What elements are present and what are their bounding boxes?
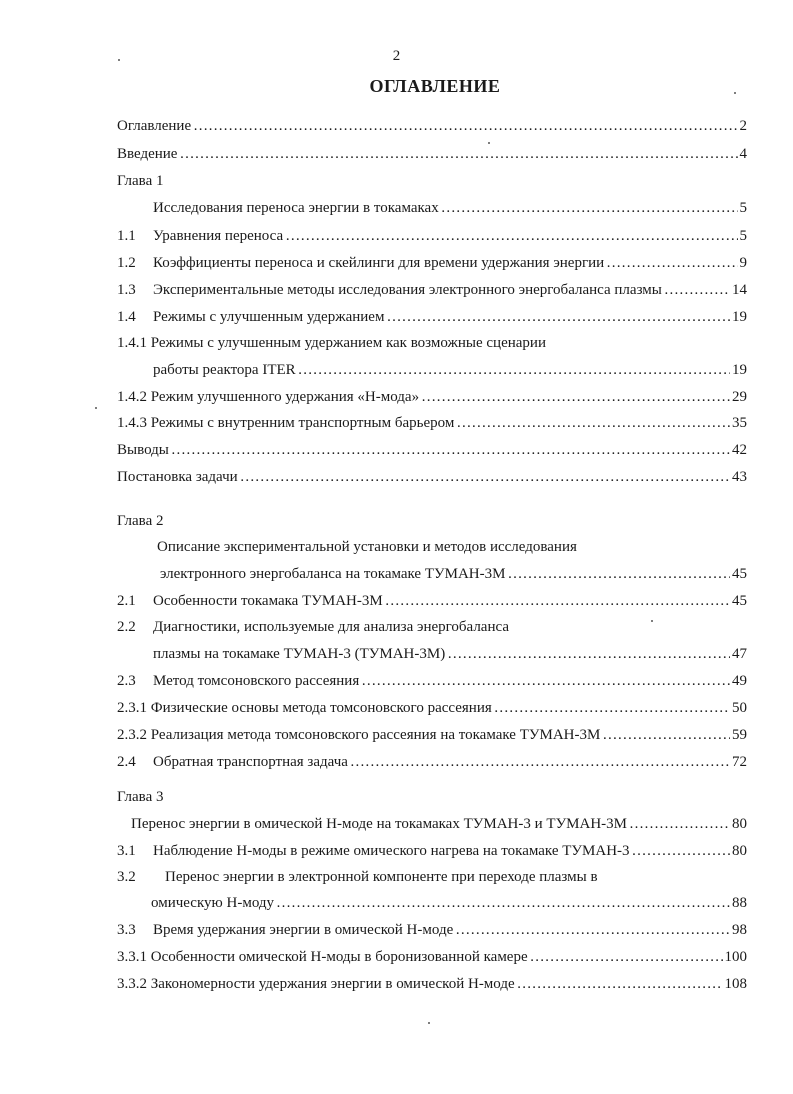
- chapter-2-heading: Глава 2: [117, 513, 164, 529]
- toc-entry-3-1: [117, 841, 747, 861]
- section-number: 1.4.3: [117, 415, 147, 431]
- section-number: 3.1: [117, 843, 136, 859]
- toc-entry-text: Коэффициенты переноса и скейлинги для времени удержания энергии: [153, 255, 605, 271]
- leader-dots: [285, 226, 737, 246]
- toc-entry-3-3-1: [117, 947, 747, 967]
- section-number: 3.3: [117, 922, 136, 938]
- scan-speck: [428, 1022, 430, 1024]
- scan-speck: [118, 59, 120, 61]
- section-number: 2.2: [117, 619, 136, 635]
- chapter-3-heading: Глава 3: [117, 789, 164, 805]
- toc-entry-text: плазмы на токамаке ТУМАН-3 (ТУМАН-3М): [153, 646, 446, 662]
- toc-entry-text: омическую Н-моду: [151, 895, 275, 911]
- leader-dots: [606, 253, 737, 273]
- toc-entry-2-2-line2: [153, 644, 747, 664]
- toc-entry-1-1: [117, 226, 747, 246]
- leader-dots: [494, 698, 730, 718]
- toc-entry-page: 45: [732, 566, 747, 582]
- toc-entry-ch1-intro: [153, 198, 747, 218]
- leader-dots: [298, 360, 730, 380]
- toc-entry-postanovka: [117, 467, 747, 487]
- toc-entry-page: 100: [724, 949, 747, 965]
- toc-entry-2-4: [117, 752, 747, 772]
- toc-entry-page: 2: [739, 118, 747, 134]
- leader-dots: [361, 671, 730, 691]
- toc-entry-page: 80: [732, 816, 747, 832]
- toc-entry-text: Исследования переноса энергии в токамаках: [153, 200, 439, 216]
- leader-dots: [602, 725, 730, 745]
- toc-entry-2-3: [117, 671, 747, 691]
- toc-entry-text: Метод томсоновского рассеяния: [153, 673, 360, 689]
- leader-dots: [240, 467, 730, 487]
- section-number: 1.4.2: [117, 389, 147, 405]
- section-number: 3.2: [117, 869, 136, 885]
- leader-dots: [193, 116, 737, 136]
- scan-speck: [488, 142, 490, 144]
- toc-entry-text: работы реактора ITER: [153, 362, 296, 378]
- leader-dots: [664, 280, 730, 300]
- leader-dots: [441, 198, 738, 218]
- toc-entry-page: 42: [732, 442, 747, 458]
- scan-speck: [651, 620, 653, 622]
- toc-entry-text: Режимы с улучшенным удержанием: [153, 309, 385, 325]
- toc-entry-text: Время удержания энергии в омической Н-моде: [153, 922, 454, 938]
- toc-entry-3-2-line2: [151, 893, 747, 913]
- leader-dots: [456, 413, 730, 433]
- scan-speck: [734, 92, 736, 94]
- toc-entry-page: 108: [724, 976, 747, 992]
- toc-entry-text: Закономерности удержания энергии в омической Н-моде: [150, 976, 515, 992]
- section-number: 2.3: [117, 673, 136, 689]
- leader-dots: [507, 564, 730, 584]
- scan-speck: [95, 407, 97, 409]
- toc-entry-text: Режимы с улучшенным удержанием как возможные сценарии: [150, 335, 546, 351]
- toc-entry-1-2: [117, 253, 747, 273]
- toc-entry-text: Особенности омической Н-моды в боронизованной камере: [150, 949, 528, 965]
- toc-entry-text: Перенос энергии в электронной компоненте при переходе плазмы в: [165, 869, 598, 885]
- section-number: 2.4: [117, 754, 136, 770]
- toc-entry-text: Обратная транспортная задача: [153, 754, 348, 770]
- section-number: 1.4: [117, 309, 136, 325]
- toc-entry-page: 9: [739, 255, 747, 271]
- toc-entry-1-4-1-line2: [153, 360, 747, 380]
- toc-entry-page: 29: [732, 389, 747, 405]
- toc-entry-text: Наблюдение Н-моды в режиме омического нагрева на токамаке ТУМАН-3: [153, 843, 630, 859]
- toc-entry-ch2-intro-line1: Описание экспериментальной установки и методов исследования: [157, 539, 577, 555]
- toc-entry-text: Диагностики, используемые для анализа энергобаланса: [153, 619, 509, 635]
- leader-dots: [632, 841, 730, 861]
- leader-dots: [447, 644, 730, 664]
- toc-entry-page: 19: [732, 362, 747, 378]
- toc-entry-ch2-intro-line2: [160, 564, 747, 584]
- toc-entry-text: Режим улучшенного удержания «Н-мода»: [150, 389, 420, 405]
- leader-dots: [171, 440, 730, 460]
- leader-dots: [517, 974, 723, 994]
- toc-entry-text: Физические основы метода томсоновского рассеяния: [150, 700, 492, 716]
- toc-entry-text: Режимы с внутренним транспортным барьером: [150, 415, 455, 431]
- toc-entry-2-3-1: [117, 698, 747, 718]
- leader-dots: [455, 920, 730, 940]
- leader-dots: [386, 307, 730, 327]
- toc-entry-page: 19: [732, 309, 747, 325]
- section-number: 1.2: [117, 255, 136, 271]
- toc-entry-text: Оглавление: [117, 118, 192, 134]
- toc-entry-text: Постановка задачи: [117, 469, 238, 485]
- leader-dots: [350, 752, 730, 772]
- toc-entry-text: Реализация метода томсоновского рассеяния на токамаке ТУМАН-3М: [150, 727, 601, 743]
- toc-entry-vyvody: [117, 440, 747, 460]
- section-number: 2.1: [117, 593, 136, 609]
- leader-dots: [385, 591, 730, 611]
- page-title: ОГЛАВЛЕНИЕ: [369, 76, 501, 96]
- chapter-1-heading: Глава 1: [117, 173, 164, 189]
- toc-entry-page: 45: [732, 593, 747, 609]
- toc-entry-1-4: [117, 307, 747, 327]
- toc-entry-1-4-1-line1: [117, 333, 546, 353]
- toc-entry-page: 72: [732, 754, 747, 770]
- toc-entry-text: Особенности токамака ТУМАН-3М: [153, 593, 383, 609]
- toc-entry-text: электронного энергобаланса на токамаке ТУМАН-3М: [160, 566, 506, 582]
- leader-dots: [530, 947, 723, 967]
- toc-entry-text: Экспериментальные методы исследования электронного энергобаланса плазмы: [153, 282, 662, 298]
- section-number: 1.4.1: [117, 335, 147, 351]
- toc-entry-text: Уравнения переноса: [153, 228, 284, 244]
- toc-entry-1-3: [117, 280, 747, 300]
- toc-entry-1-4-3: [117, 413, 747, 433]
- section-number: 1.1: [117, 228, 136, 244]
- toc-entry-ch3-intro: [131, 814, 747, 834]
- leader-dots: [421, 387, 730, 407]
- toc-entry-page: 5: [739, 200, 747, 216]
- toc-entry-3-3: [117, 920, 747, 940]
- toc-entry-3-3-2: [117, 974, 747, 994]
- section-number: 3.3.1: [117, 949, 147, 965]
- toc-entry-3-2-line1: [117, 867, 598, 887]
- toc-entry-1-4-2: [117, 387, 747, 407]
- toc-entry-page: 47: [732, 646, 747, 662]
- toc-entry-page: 88: [732, 895, 747, 911]
- section-number: 1.3: [117, 282, 136, 298]
- leader-dots: [629, 814, 730, 834]
- toc-entry-2-1: [117, 591, 747, 611]
- section-number: 3.3.2: [117, 976, 147, 992]
- page-number: 2: [392, 48, 401, 64]
- toc-entry-page: 43: [732, 469, 747, 485]
- toc-entry-page: 35: [732, 415, 747, 431]
- toc-entry-vvedenie: [117, 144, 747, 164]
- toc-entry-text: Выводы: [117, 442, 169, 458]
- section-number: 2.3.1: [117, 700, 147, 716]
- toc-entry-page: 98: [732, 922, 747, 938]
- toc-entry-2-2-line1: [117, 617, 509, 637]
- toc-entry-oglavlenie: [117, 116, 747, 136]
- toc-entry-page: 14: [732, 282, 747, 298]
- toc-entry-page: 59: [732, 727, 747, 743]
- toc-entry-2-3-2: [117, 725, 747, 745]
- toc-entry-page: 4: [739, 146, 747, 162]
- toc-entry-page: 49: [732, 673, 747, 689]
- leader-dots: [179, 144, 737, 164]
- toc-entry-text: Перенос энергии в омической Н-моде на токамаках ТУМАН-3 и ТУМАН-3М: [131, 816, 628, 832]
- toc-entry-page: 80: [732, 843, 747, 859]
- toc-entry-page: 50: [732, 700, 747, 716]
- leader-dots: [276, 893, 730, 913]
- section-number: 2.3.2: [117, 727, 147, 743]
- toc-entry-text: Введение: [117, 146, 178, 162]
- toc-entry-page: 5: [739, 228, 747, 244]
